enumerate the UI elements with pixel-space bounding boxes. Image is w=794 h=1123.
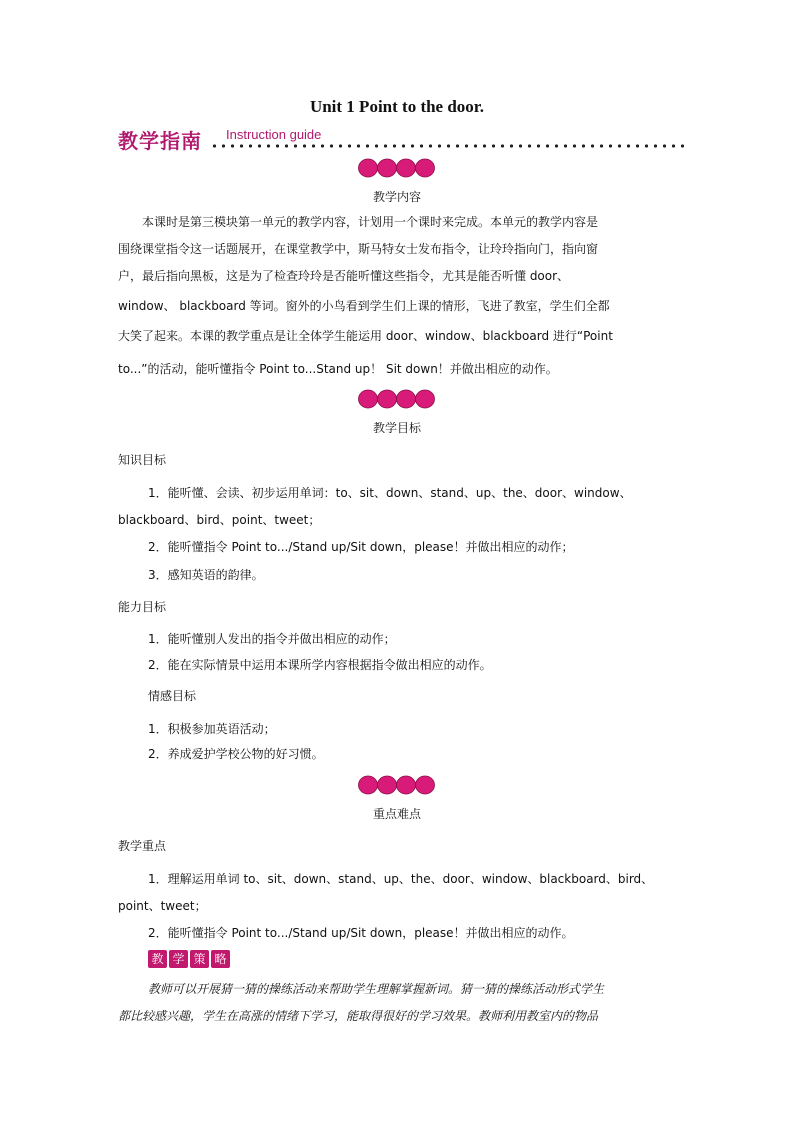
content-line: 围绕课堂指令这一话题展开，在课堂教学中，斯马特女士发布指令，让玲玲指向门，指向窗 [118, 242, 599, 256]
apple-icon [416, 776, 435, 794]
content-line: 户，最后指向黑板，这是为了检查玲玲是否能听懂这些指令，尤其是能否听懂 door、 [118, 269, 570, 283]
badge-char: 略 [211, 950, 230, 968]
focus-line: 1．理解运用单词 to、sit、down、stand、up、the、door、window、blackboard、bird、 [148, 872, 654, 886]
strategy-line: 教师可以开展猜一猜的操练活动来帮助学生理解掌握新词。猜一猜的操练活动形式学生 [148, 982, 605, 996]
apple-icon [416, 390, 435, 408]
focus-line: point、tweet； [118, 899, 207, 913]
emotion-line: 2．养成爱护学校公物的好习惯。 [148, 747, 324, 761]
ability-line: 1．能听懂别人发出的指令并做出相应的动作； [148, 632, 396, 646]
apple-decoration [358, 156, 436, 178]
knowledge-line: 2．能听懂指令 Point to.../Stand up/Sit down，please！并做出相应的动作； [148, 540, 574, 554]
apple-icon [416, 159, 435, 177]
apple-icon [359, 159, 378, 177]
section-title-goals: 教学目标 [372, 421, 421, 435]
apple-decoration [358, 387, 436, 409]
guide-en-label: Instruction guide [226, 127, 322, 142]
badge-char: 学 [169, 950, 188, 968]
content-line: 大笑了起来。本课的教学重点是让全体学生能运用 door、window、blackboard 进行“Point [118, 329, 613, 343]
apple-icon [359, 390, 378, 408]
apple-icon [378, 390, 397, 408]
content-line: to...”的活动，能听懂指令 Point to...Stand up！ Sit down！并做出相应的动作。 [118, 362, 558, 376]
apple-icon [378, 159, 397, 177]
knowledge-line: 3．感知英语的韵律。 [148, 568, 264, 582]
subsection-title: 能力目标 [118, 600, 167, 614]
instruction-guide-header [118, 125, 684, 155]
strategy-badge [148, 950, 230, 968]
ability-line: 2．能在实际情景中运用本课所学内容根据指令做出相应的动作。 [148, 658, 492, 672]
knowledge-line: 1．能听懂、会读、初步运用单词：to、sit、down、stand、up、the、door、window、 [148, 486, 632, 500]
apple-icon [397, 159, 416, 177]
page-title: Unit 1 Point to the door. [309, 97, 485, 116]
emotion-line: 1．积极参加英语活动； [148, 722, 276, 736]
apple-icon [378, 776, 397, 794]
apple-decoration [358, 773, 436, 795]
content-line: 本课时是第三模块第一单元的教学内容，计划用一个课时来完成。本单元的教学内容是 [142, 215, 599, 229]
subsection-title: 教学重点 [118, 839, 167, 853]
apple-icon [397, 390, 416, 408]
section-title-content: 教学内容 [372, 190, 421, 204]
subsection-title: 知识目标 [118, 453, 167, 467]
knowledge-line: blackboard、bird、point、tweet； [118, 513, 321, 527]
apple-icon [359, 776, 378, 794]
badge-char: 教 [148, 950, 167, 968]
focus-line: 2．能听懂指令 Point to.../Stand up/Sit down，please！并做出相应的动作。 [148, 926, 574, 940]
subsection-title: 情感目标 [148, 689, 197, 703]
content-line: window、 blackboard 等词。窗外的小鸟看到学生们上课的情形，飞进了教室，学生们全都 [118, 299, 610, 313]
guide-cn-label: 教学指南 [118, 129, 202, 153]
section-title-key: 重点难点 [372, 807, 421, 821]
dotted-divider [210, 143, 684, 149]
apple-icon [397, 776, 416, 794]
badge-char: 策 [190, 950, 209, 968]
strategy-line: 都比较感兴趣，学生在高涨的情绪下学习，能取得很好的学习效果。教师利用教室内的物品 [118, 1009, 599, 1023]
